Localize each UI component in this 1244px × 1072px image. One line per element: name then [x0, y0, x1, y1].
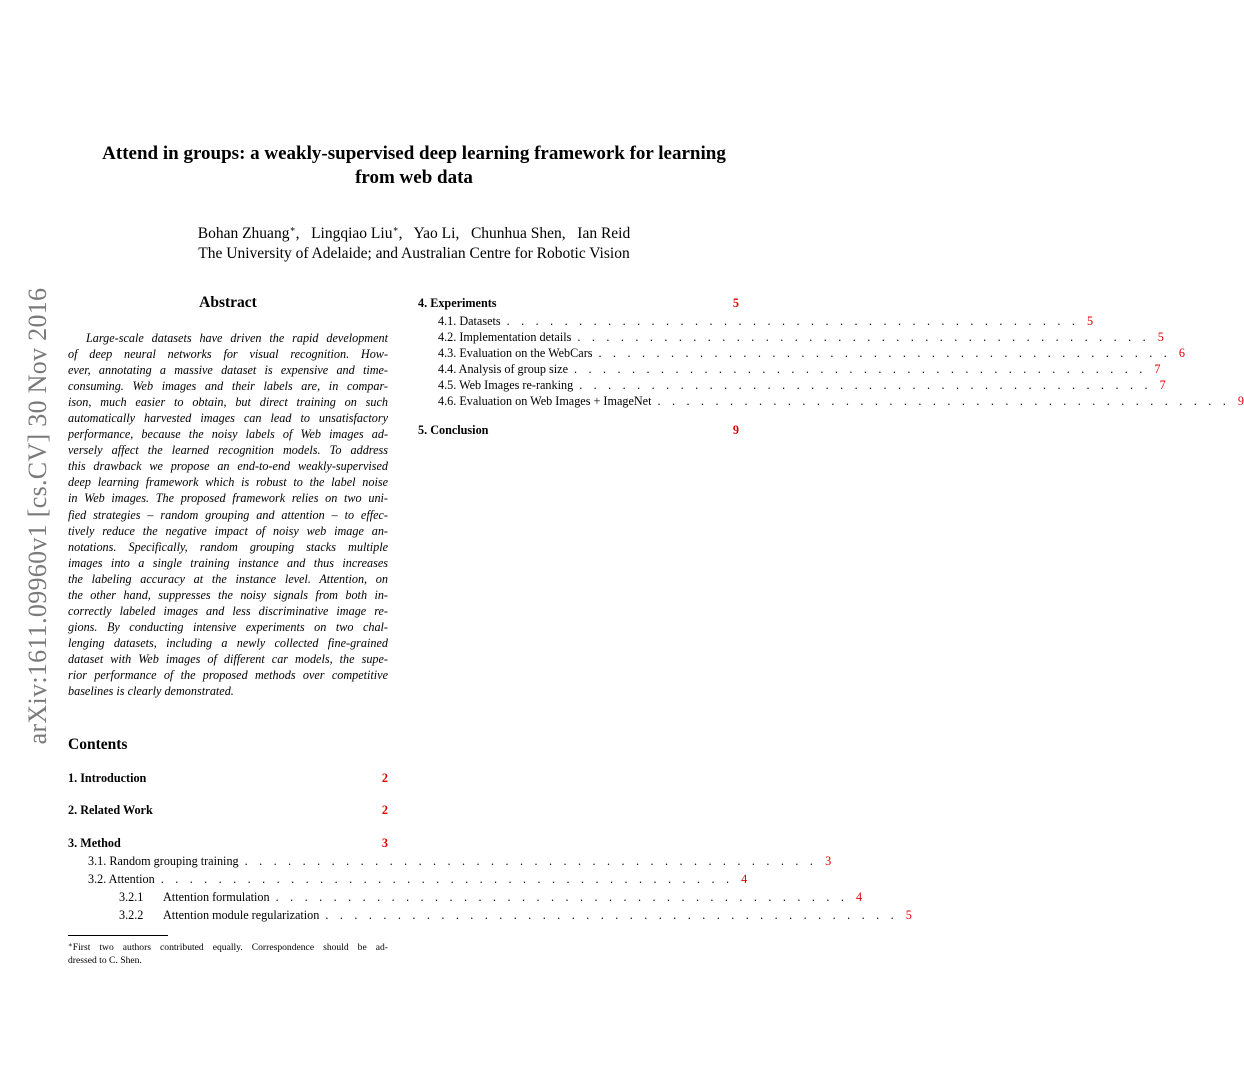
toc-entry[interactable]	[68, 836, 388, 852]
toc-leader-dots: . . . . . . . . . . . . . . . . . . . . . . . . . . . . . . . . . . . . . . . .	[577, 330, 1150, 344]
toc-entry-label: 4.5. Web Images re-ranking	[438, 378, 574, 392]
toc-page-number[interactable]: 5	[905, 908, 912, 922]
toc-entry[interactable]	[438, 314, 1094, 330]
abstract-line: deep learning framework which is robust to the label noise	[68, 475, 388, 490]
toc-leader-dots: . . . . . . . . . . . . . . . . . . . . . . . . . . . . . . . . . . . . . . . .	[657, 394, 1230, 408]
toc-page-number[interactable]: 9	[1237, 394, 1244, 408]
abstract-line: gions. By conducting intensive experiments on two chal-	[68, 619, 388, 634]
toc-entry-label: 4.3. Evaluation on the WebCars	[438, 346, 593, 360]
title-line-1: Attend in groups: a weakly-supervised deep learning framework for learning	[102, 143, 726, 164]
toc-page-number[interactable]: 2	[381, 771, 388, 785]
footnote-line-1: ∗First two authors contributed equally. Correspondence should be ad-	[68, 941, 388, 953]
abstract-line: tively reduce the negative impact of noisy web image an-	[68, 523, 388, 538]
author-name: Ian Reid	[577, 225, 631, 242]
toc-entry[interactable]	[88, 872, 748, 888]
abstract-heading: Abstract	[199, 294, 257, 311]
toc-entry-label: 5. Conclusion	[418, 423, 489, 437]
toc-entry[interactable]	[88, 854, 832, 870]
abstract-line: fied strategies – random grouping and attention – to effec-	[68, 507, 388, 522]
author-name: Lingqiao Liu	[311, 225, 393, 242]
toc-page-number[interactable]: 5	[1157, 330, 1164, 344]
author-name: Chunhua Shen	[470, 225, 562, 242]
toc-page-number[interactable]: 9	[732, 423, 739, 437]
affiliation: The University of Adelaide; and Australian Centre for Robotic Vision	[198, 245, 630, 262]
abstract-line: Large-scale datasets have driven the rapid development	[86, 331, 388, 345]
abstract-line: the labeling accuracy at the instance level. Attention, on	[68, 571, 388, 586]
toc-page-number[interactable]: 3	[381, 836, 388, 850]
abstract-line: images into a single training instance and thus increases	[68, 555, 388, 570]
toc-entry[interactable]	[418, 296, 739, 312]
toc-entry[interactable]	[119, 908, 912, 924]
toc-entry-label: 3.1. Random grouping training	[88, 854, 239, 868]
contents-heading: Contents	[68, 736, 128, 753]
toc-entry[interactable]	[68, 803, 388, 819]
abstract-line: automatically harvested images can lead to unsatisfactory	[68, 411, 388, 426]
abstract-line: baselines is clearly demonstrated.	[68, 684, 234, 699]
abstract-line: dataset with Web images of different car models, the supe-	[68, 651, 388, 666]
footnote	[68, 939, 388, 967]
toc-entry-label: 4.1. Datasets	[438, 314, 501, 328]
abstract-line: of deep neural networks for visual recognition. How-	[68, 347, 388, 362]
toc-entry-number: 3.2.2	[119, 908, 144, 922]
toc-entry[interactable]	[438, 362, 1161, 378]
author-mark: ∗	[289, 224, 296, 234]
toc-page-number[interactable]: 7	[1159, 378, 1166, 392]
toc-entry-label: 3. Method	[68, 836, 121, 850]
toc-leader-dots: . . . . . . . . . . . . . . . . . . . . . . . . . . . . . . . . . . . . . . . .	[244, 854, 818, 868]
toc-page-number[interactable]: 4	[741, 872, 748, 886]
toc-page-number[interactable]: 4	[856, 890, 863, 904]
abstract-line: correctly labeled images and less discriminative image re-	[68, 603, 388, 618]
toc-entry-label: 3.2.2 Attention module regularization	[119, 908, 320, 922]
toc-entry-label: 4.2. Implementation details	[438, 330, 572, 344]
toc-leader-dots: . . . . . . . . . . . . . . . . . . . . . . . . . . . . . . . . . . . . . . . .	[160, 872, 734, 886]
toc-entry[interactable]	[438, 378, 1166, 394]
toc-entry-number: 3.2.1	[119, 890, 144, 904]
toc-leader-dots: . . . . . . . . . . . . . . . . . . . . . . . . . . . . . . . . . . . . . . . .	[275, 890, 849, 904]
toc-page-number[interactable]: 3	[825, 854, 832, 868]
arxiv-stamp-text: arXiv:1611.09960v1 [cs.CV] 30 Nov 2016	[23, 287, 52, 745]
toc-leader-dots: . . . . . . . . . . . . . . . . . . . . . . . . . . . . . . . . . . . . . . . .	[574, 362, 1147, 376]
author-list: Bohan Zhuang∗, Lingqiao Liu∗, Yao Li, Chunhua Shen, Ian Reid	[197, 224, 631, 242]
toc-leader-dots: . . . . . . . . . . . . . . . . . . . . . . . . . . . . . . . . . . . . . . . .	[325, 908, 898, 922]
author-name: Bohan Zhuang	[197, 225, 290, 242]
toc-page-number[interactable]: 5	[732, 296, 739, 310]
abstract-body	[68, 330, 388, 699]
footnote-rule	[68, 935, 168, 936]
toc-page-number[interactable]: 7	[1154, 362, 1161, 376]
toc-entry-label: 4.4. Analysis of group size	[438, 362, 568, 376]
abstract-line: notations. Specifically, random grouping stacks multiple	[68, 539, 388, 554]
toc-entry-label: 2. Related Work	[68, 803, 153, 817]
toc-entry[interactable]	[68, 771, 388, 787]
footnote-mark: ∗	[68, 941, 73, 949]
abstract-line: ison, much easier to obtain, but direct training on such	[68, 395, 388, 410]
toc-entry[interactable]	[418, 423, 739, 439]
toc-page-number[interactable]: 5	[1087, 314, 1094, 328]
abstract-line: the other hand, suppresses the noisy signals from both in-	[68, 587, 388, 602]
paper-title	[60, 142, 768, 190]
abstract-line: rior performance of the proposed methods over competitive	[68, 667, 388, 682]
abstract-line: this drawback we propose an end-to-end weakly-supervised	[68, 459, 388, 474]
abstract-line: consuming. Web images and their labels are, in compar-	[68, 379, 388, 394]
abstract-line: performance, because the noisy labels of Web images ad-	[68, 427, 388, 442]
toc-entry-label: 4.6. Evaluation on Web Images + ImageNet	[438, 394, 652, 408]
abstract-line: lenging datasets, including a newly collected fine-grained	[68, 635, 388, 650]
author-name: Yao Li	[413, 225, 456, 242]
toc-entry-label: 1. Introduction	[68, 771, 147, 785]
toc-leader-dots: . . . . . . . . . . . . . . . . . . . . . . . . . . . . . . . . . . . . . . . .	[598, 346, 1172, 360]
toc-entry[interactable]	[438, 394, 1244, 410]
toc-entry[interactable]	[438, 330, 1164, 346]
toc-leader-dots: . . . . . . . . . . . . . . . . . . . . . . . . . . . . . . . . . . . . . . . .	[506, 314, 1080, 328]
author-block	[60, 219, 768, 264]
toc-entry-label: 4. Experiments	[418, 296, 497, 310]
toc-page-number[interactable]: 6	[1178, 346, 1186, 360]
toc-page-number[interactable]: 2	[381, 803, 388, 817]
toc-entry[interactable]	[438, 346, 1186, 362]
abstract-line: ever, annotating a massive dataset is expensive and time-	[68, 363, 388, 378]
toc-leader-dots: . . . . . . . . . . . . . . . . . . . . . . . . . . . . . . . . . . . . . . . .	[579, 378, 1152, 392]
toc-entry-label: 3.2.1 Attention formulation	[119, 890, 270, 904]
toc-entry[interactable]	[119, 890, 863, 906]
toc-entry-label: 3.2. Attention	[88, 872, 155, 886]
author-mark: ∗	[392, 224, 399, 234]
abstract-line: versely affect the learned recognition models. To address	[68, 443, 388, 458]
footnote-line-2: dressed to C. Shen.	[68, 955, 142, 966]
title-line-2: from web data	[355, 167, 473, 188]
abstract-line: in Web images. The proposed framework relies on two uni-	[68, 491, 388, 506]
